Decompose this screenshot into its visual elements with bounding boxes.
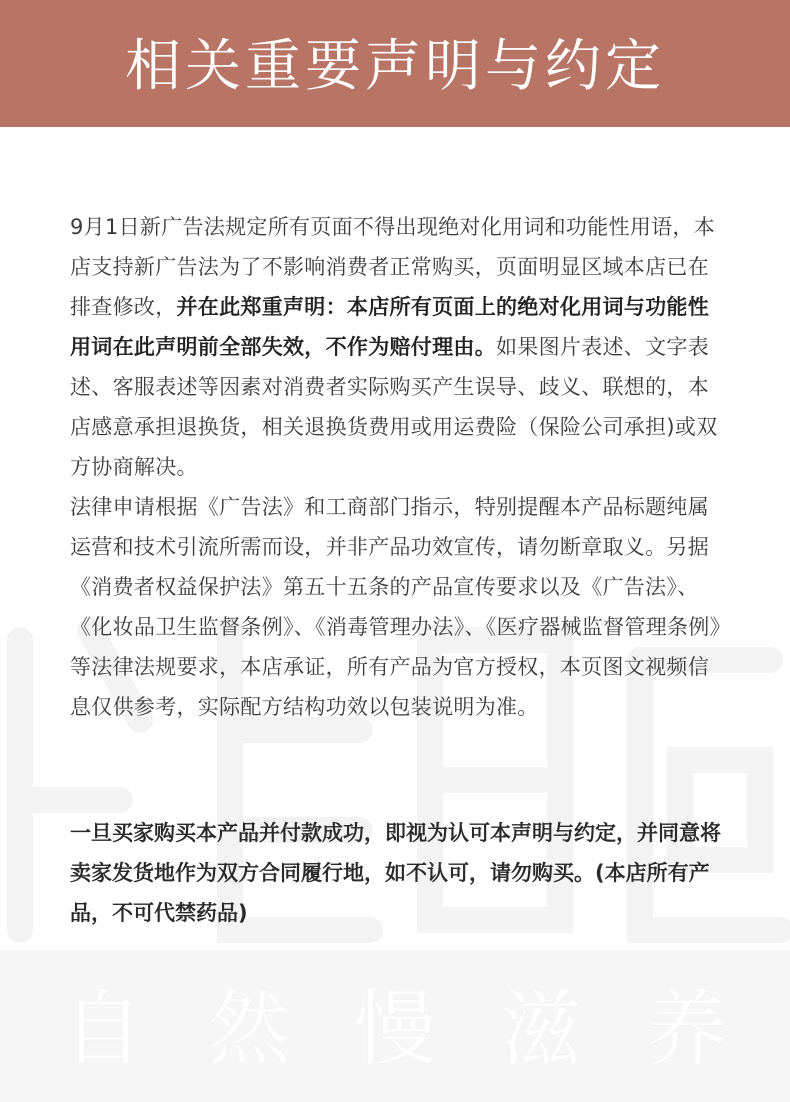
slogan-char: 滋	[499, 981, 582, 1077]
notice-text-2: 如果图片表述、文字表述、客服表述等因素对消费者实际购买产生误导、歧义、联想的，本店感意承担退换货，相关退换货费用或用运费险（保险公司承担)或双方协商解决。	[70, 335, 718, 479]
header-banner	[0, 0, 790, 127]
slogan-char: 然	[207, 981, 290, 1077]
slogan-char: 慢	[353, 981, 436, 1077]
slogan-char: 养	[645, 981, 728, 1077]
notice-text-1: 9月1日新广告法规定所有页面不得出现绝对化用词和功能性用语，本店支持新广告法为了不影响消费者正常购买，页面明显区域本店已在排查修改，	[70, 215, 716, 319]
footer-slogan	[0, 972, 790, 1077]
slogan-char: 自	[61, 981, 144, 1077]
closing-statement: 一旦买家购买本产品并付款成功，即视为认可本声明与约定，并同意将卖家发货地作为双方合同履行地，如不认可，请勿购买。(本店所有产品，不可代禁药品)	[70, 821, 721, 925]
notice-bold-statement: 并在此郑重声明：本店所有页面上的绝对化用词与功能性用词在此声明前全部失效，不作为赔付理由。	[70, 295, 709, 359]
paragraph-legal: 法律申请根据《广告法》和工商部门指示，特别提醒本产品标题纯属运营和技术引流所需而设，并非产品功效宣传，请勿断章取义。另据《消费者权益保护法》第五十五条的产品宣传要求以及《广告法》、《化妆品卫生监督条例》、《消毒管理办法》、《医疗器械监督管理条例》等法律法规要求，本店承证，所有产品为官方授权，本页图文视频信息仅供参考，实际配方结构功效以包装说明为准。	[70, 495, 721, 719]
declaration-body	[70, 207, 726, 727]
page-title: 相关重要声明与约定	[125, 33, 665, 99]
paragraph-notice	[70, 207, 726, 487]
